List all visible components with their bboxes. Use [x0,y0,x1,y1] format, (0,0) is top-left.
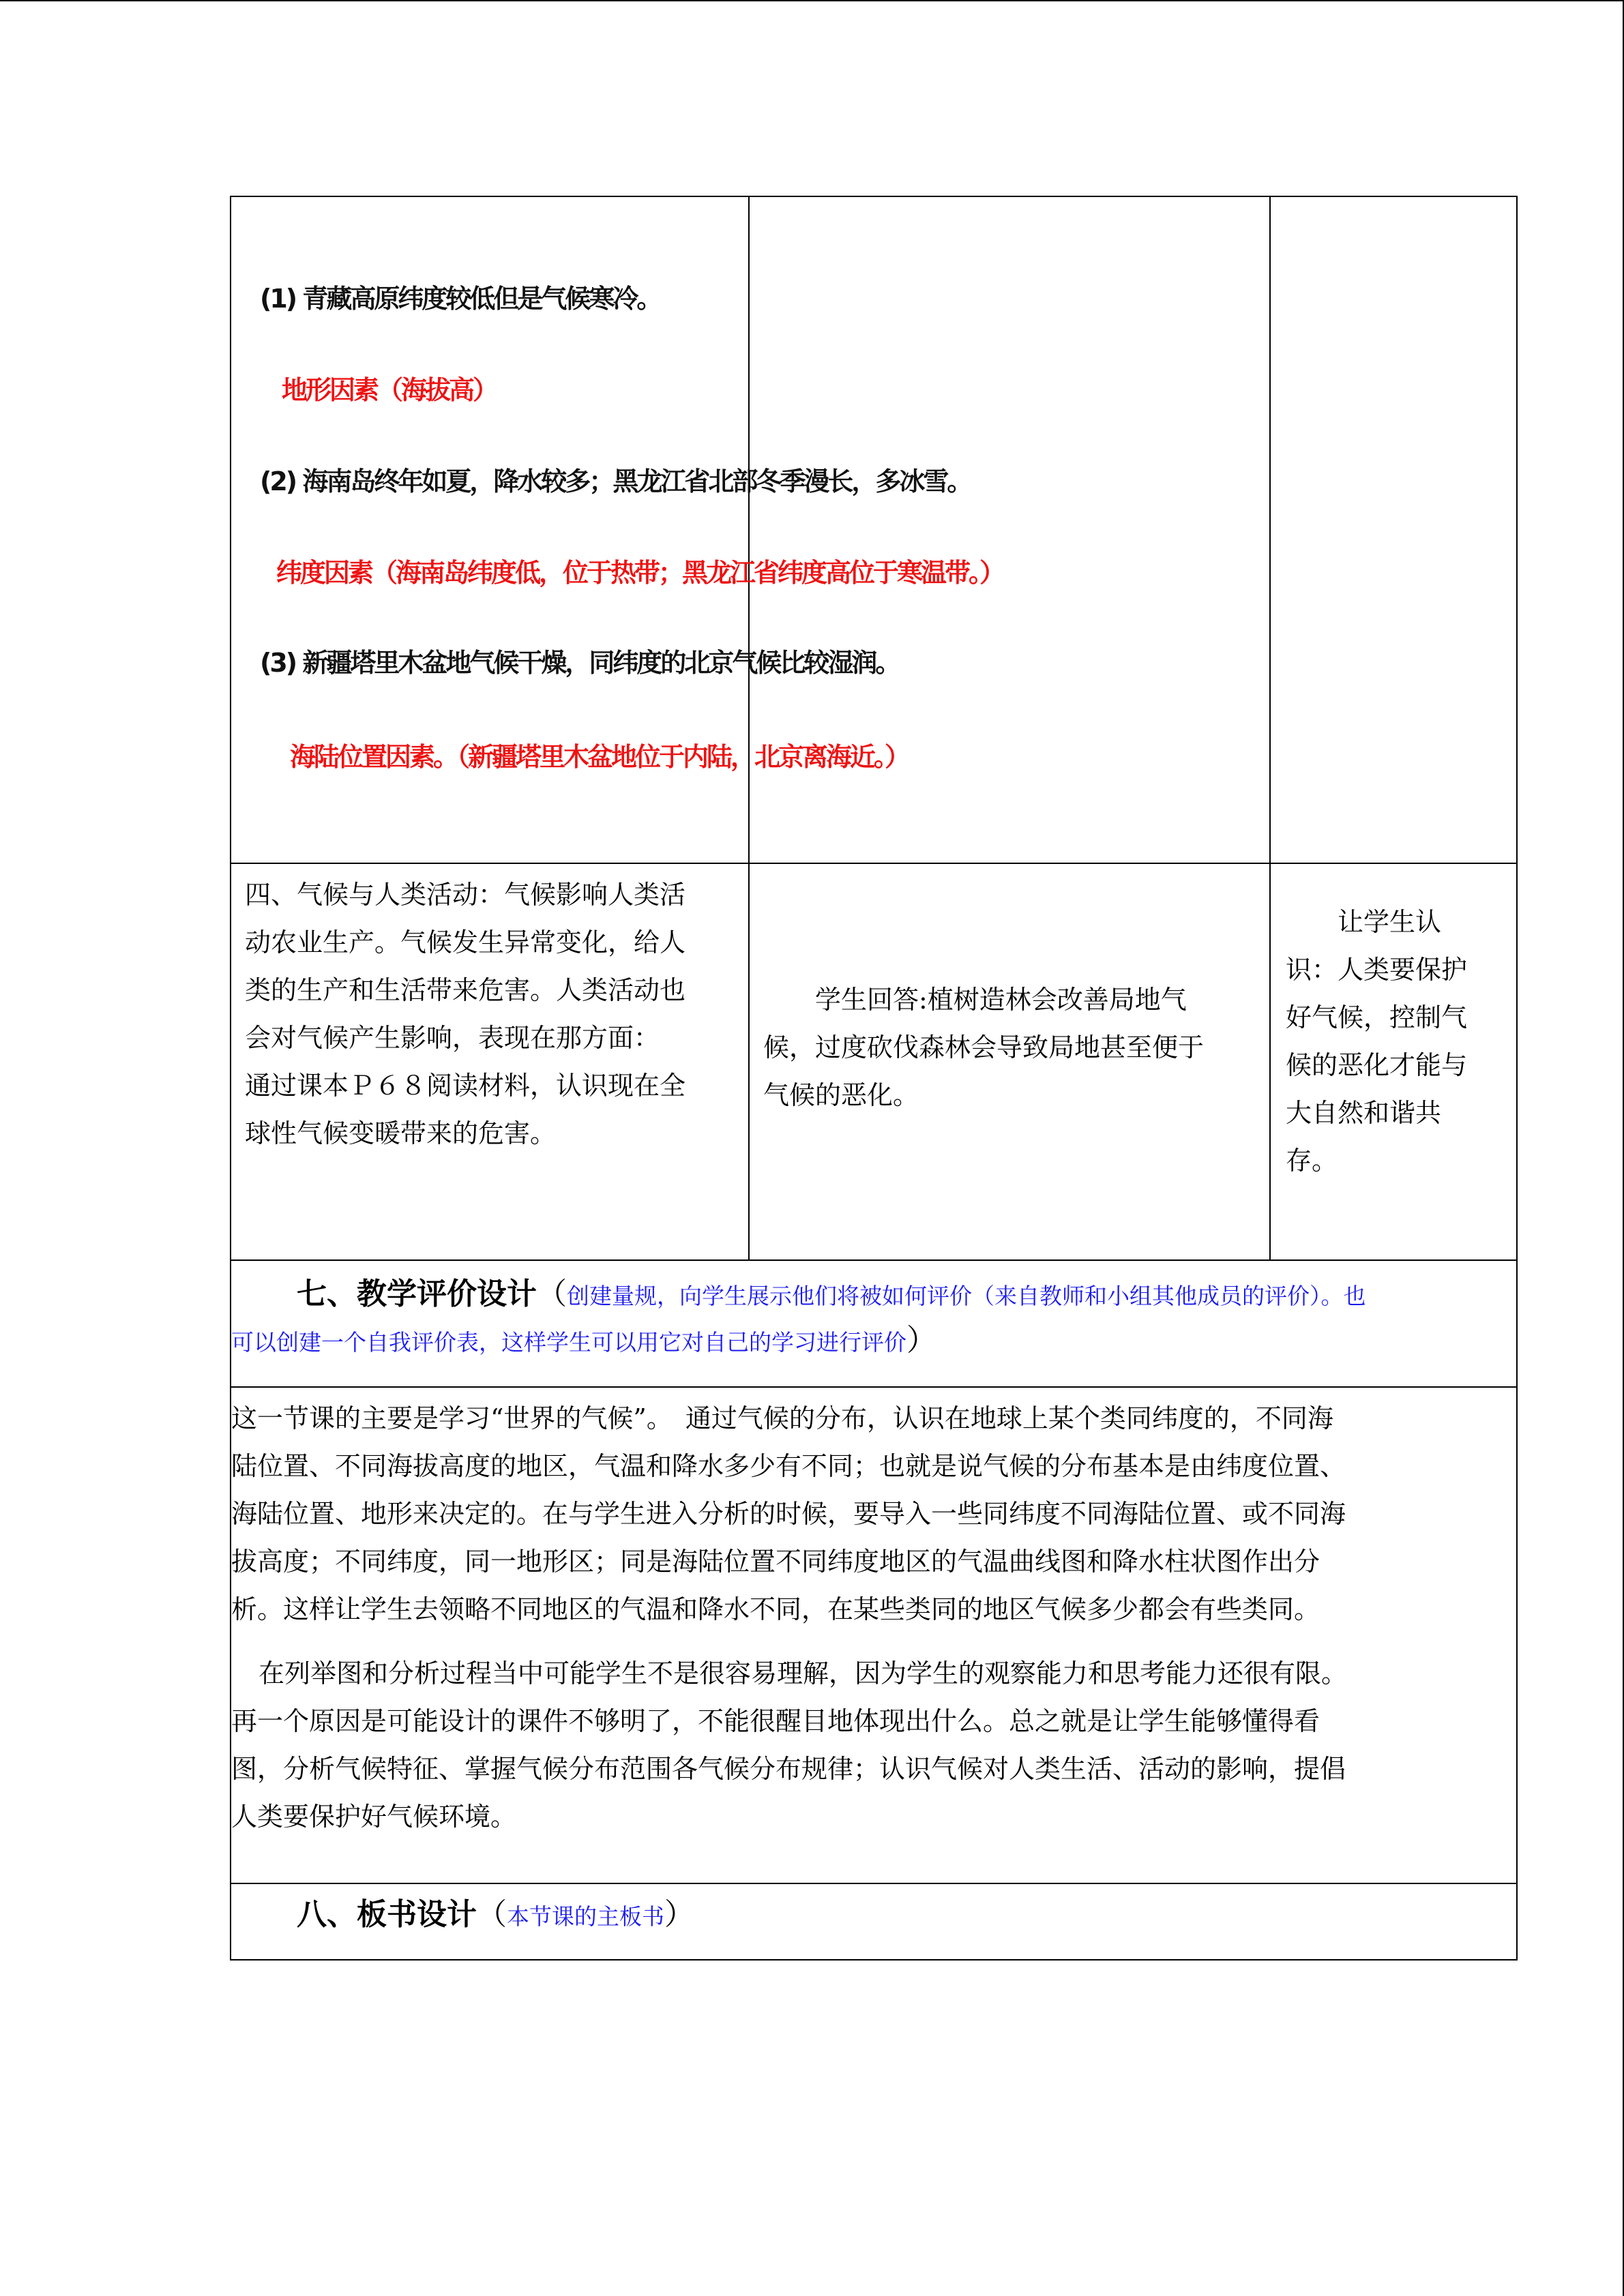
section-title: 七、教学评价设计 [297,1277,537,1311]
board-heading-line [231,1884,1516,1941]
board-design-cell [231,1883,1517,1960]
text-line: 学生回答:植树造林会改善局地气 [815,985,1187,1015]
answer-1: 地形因素（海拔高） [282,375,497,405]
reflection-paragraph-2 [231,1633,1516,1840]
evaluation-note: 创建量规，向学生展示他们将被如何评价（来自教师和小组其他成员的评价）。也 [567,1283,1366,1309]
text-line: 这一节课的主要是学习“世界的气候”。 通过气候的分布，认识在地球上某个类同纬度的，不同海 [231,1403,1333,1433]
text-line: 拔高度；不同纬度，同一地形区；同是海陆位置不同纬度地区的气温曲线图和降水柱状图作出分 [231,1547,1320,1577]
text-line: 动农业生产。气候发生异常变化，给人 [245,927,686,957]
text-line: 大自然和谐共 [1286,1098,1442,1128]
teacher-activity-text [231,864,748,1157]
paren-close: ） [664,1897,694,1932]
climate-factors-image-cell [231,196,1004,863]
text-line: 识：人类要保护 [1286,955,1468,985]
section-title: 八、板书设计 [297,1897,477,1932]
text-line: 陆位置、不同海拔高度的地区，气温和降水多少有不同；也就是说气候的分布基本是由纬度位置、 [231,1451,1346,1481]
teacher-activity-cell [231,863,749,1260]
answer-2: 纬度因素（海南岛纬度低，位于热带；黑龙江省纬度高位于寒温带。） [276,558,1004,588]
lesson-plan-table [230,196,1518,1960]
text-line: 候的恶化才能与 [1286,1050,1468,1080]
text-line: 会对气候产生影响，表现在那方面： [245,1023,660,1053]
reflection-row [231,1387,1517,1883]
reflection-cell [231,1387,1517,1883]
paren-close: ） [906,1323,936,1358]
text-line: 球性气候变暖带来的危害。 [245,1118,557,1148]
text-line: 让学生认 [1338,907,1442,937]
evaluation-note-line2 [231,1320,1516,1363]
image-question-row [231,196,1517,863]
text-line: 类的生产和生活带来危害。人类活动也 [245,975,686,1005]
top-border-line [0,0,1624,1]
evaluation-heading-cell [231,1260,1517,1387]
student-activity-text [750,864,1269,1119]
question-2: (2) 海南岛终年如夏，降水较多；黑龙江省北部冬季漫长，多冰雪。 [260,466,971,496]
student-activity-cell [749,863,1270,1260]
text-line: 人类要保护好气候环境。 [231,1802,517,1832]
design-intent-cell [1270,863,1517,1260]
design-intent-text [1271,864,1516,1184]
evaluation-heading-line [231,1261,1516,1320]
board-note: 本节课的主板书 [507,1903,664,1930]
text-line: 图，分析气候特征、掌握气候分布范围各气候分布规律；认识气候对人类生活、活动的影响，提倡 [231,1754,1346,1784]
answer-3: 海陆位置因素。（新疆塔里木盆地位于内陆，北京离海近。） [290,742,909,772]
text-line: 好气候，控制气 [1286,1002,1468,1032]
board-design-row [231,1883,1517,1960]
text-line: 再一个原因是可能设计的课件不够明了，不能很醒目地体现出什么。总之就是让学生能够懂得看 [231,1706,1320,1736]
evaluation-note-cont: 可以创建一个自我评价表，这样学生可以用它对自己的学习进行评价 [231,1329,906,1356]
text-line: 存。 [1286,1146,1338,1176]
paren-open: （ [477,1897,507,1932]
text-line: 候，过度砍伐森林会导致局地甚至便于 [763,1032,1205,1062]
text-line: 气候的恶化。 [763,1080,919,1110]
empty-intent-cell [1270,196,1517,863]
activity-row [231,863,1517,1260]
text-line: 海陆位置、地形来决定的。在与学生进入分析的时候，要导入一些同纬度不同海陆位置、或不同海 [231,1499,1346,1529]
evaluation-heading-row [231,1260,1517,1387]
question-3: (3) 新疆塔里木盆地气候干燥，同纬度的北京气候比较湿润。 [260,648,900,678]
paren-open: （ [537,1277,567,1311]
reflection-paragraph-1 [231,1388,1516,1633]
question-1: (1) 青藏高原纬度较低但是气候寒冷。 [260,284,661,314]
text-line: 四、气候与人类活动：气候影响人类活 [245,880,686,910]
text-line: 析。这样让学生去领略不同地区的气温和降水不同，在某些类同的地区气候多少都会有些类同。 [231,1594,1320,1624]
text-line: 在列举图和分析过程当中可能学生不是很容易理解，因为学生的观察能力和思考能力还很有限。 [259,1658,1348,1688]
text-line: 通过课本Ｐ６８阅读材料，认识现在全 [245,1071,686,1101]
